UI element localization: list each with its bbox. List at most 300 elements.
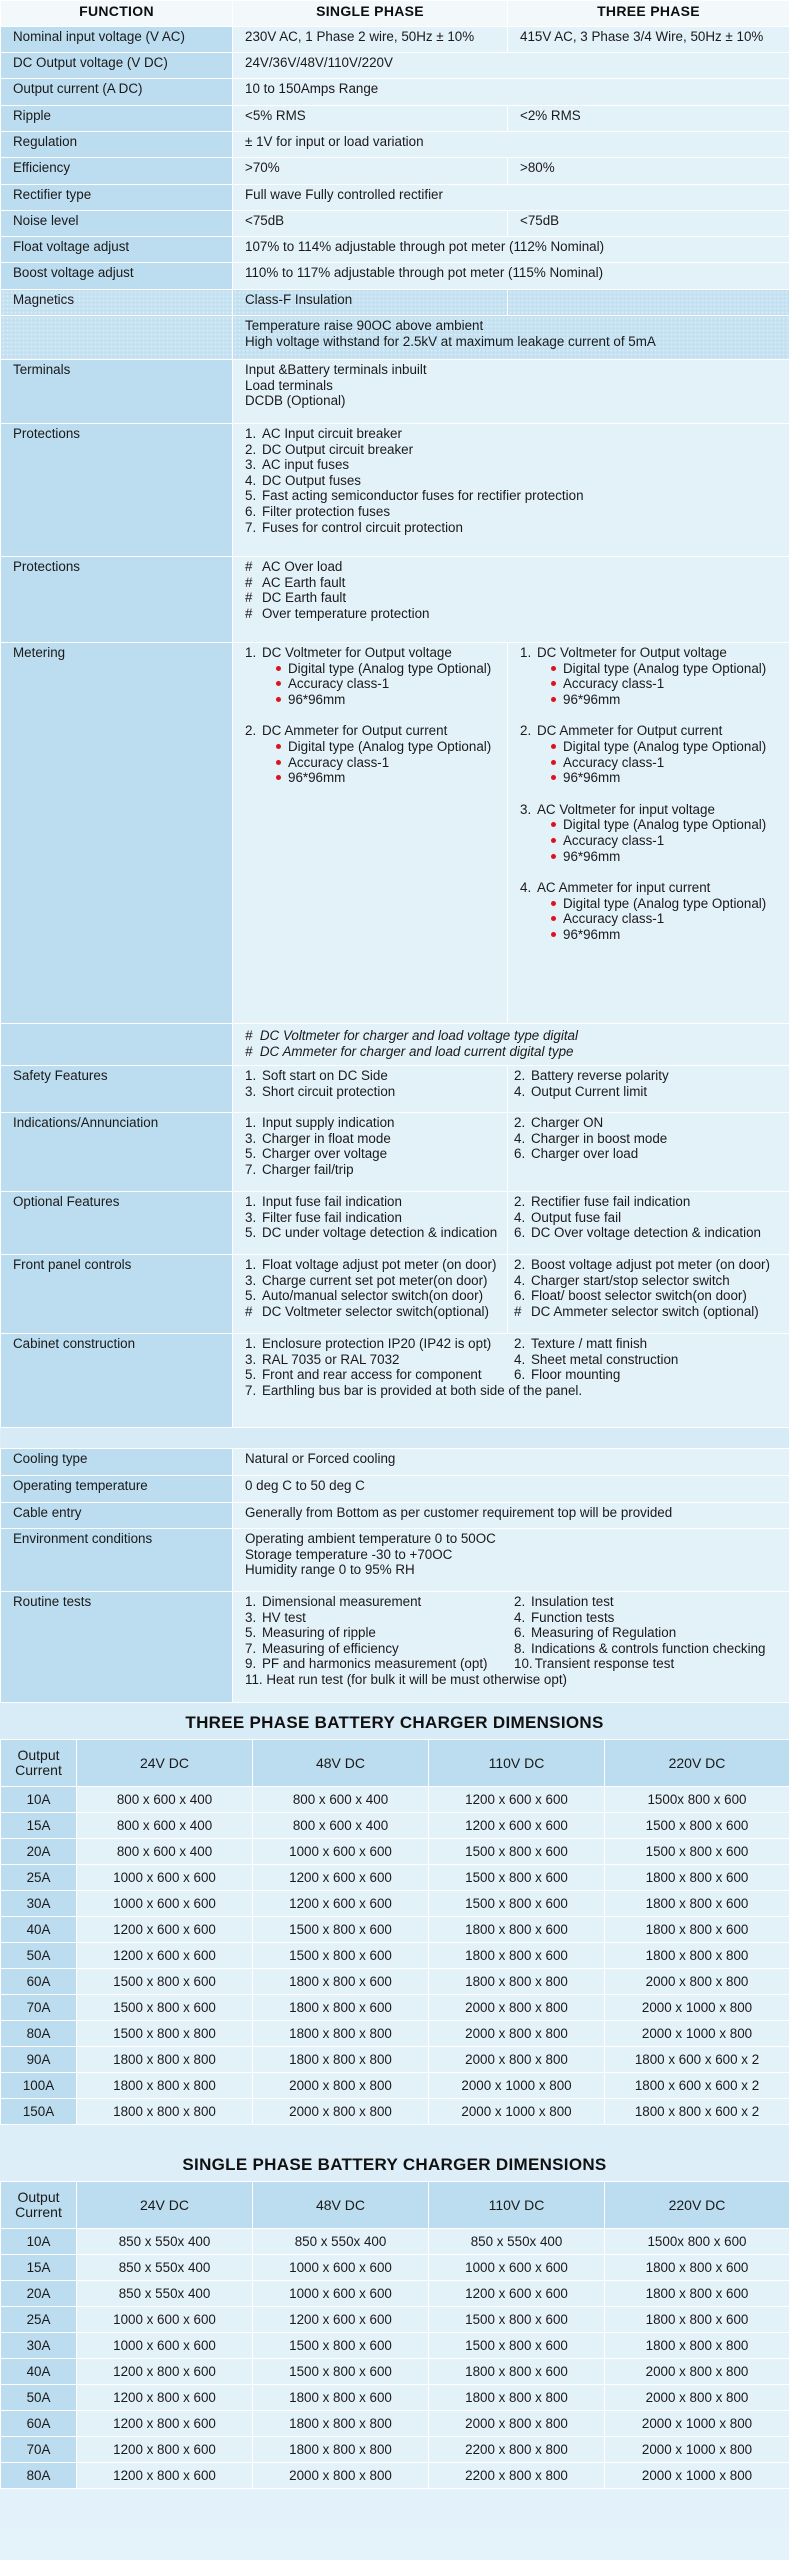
list-item: 8. Indications & controls function checking [514, 1640, 766, 1656]
list-item: # DC Voltmeter selector switch(optional) [245, 1303, 489, 1319]
label-metering-notes [1, 1024, 233, 1066]
list-item: 11. Heat run test (for bulk it will be must otherwise opt) [245, 1671, 568, 1687]
label-nominal-input: Nominal input voltage (V AC) [1, 27, 233, 53]
dimension-cell: 1500x 800 x 600 [605, 1787, 789, 1813]
table-row [1, 1865, 789, 1891]
label-cabinet: Cabinet construction [1, 1334, 233, 1428]
label-optional: Optional Features [1, 1192, 233, 1255]
dimension-cell: 1500 x 800 x 600 [429, 1865, 605, 1891]
row-current-cell: 25A [1, 2307, 77, 2333]
row-indications [1, 1113, 789, 1192]
table-row [1, 2073, 789, 2099]
list-item: 2. DC Output circuit breaker [245, 441, 414, 457]
dimension-cell: 1000 x 600 x 600 [253, 2255, 429, 2281]
dimension-cell: 2000 x 800 x 800 [605, 2385, 789, 2411]
table-row [1, 2047, 789, 2073]
meter-group [520, 802, 783, 864]
bullet-item: Digital type (Analog type Optional) [275, 661, 501, 677]
routine-right [514, 1594, 783, 1672]
header-48v: 48V DC [253, 1740, 429, 1787]
list-item: 6. DC Over voltage detection & indication [514, 1225, 761, 1241]
dimension-cell: 2000 x 800 x 800 [253, 2463, 429, 2489]
meter-group [245, 723, 501, 785]
list-item: 2. Charger ON [514, 1115, 604, 1130]
header-single-phase: SINGLE PHASE [233, 1, 508, 27]
row-optional [1, 1192, 789, 1255]
label-output-current: Output current (A DC) [1, 79, 233, 106]
label-boost-voltage: Boost voltage adjust [1, 263, 233, 290]
row-magnetics [1, 290, 789, 316]
header-output-current: Output Current [1, 1740, 77, 1787]
value-boost-voltage: 110% to 117% adjustable through pot meter (115% Nominal) [233, 263, 789, 290]
routine-columns [245, 1594, 783, 1672]
label-magnetics: Magnetics [1, 290, 233, 316]
table-row [1, 2255, 789, 2281]
dimension-cell: 1500 x 800 x 600 [253, 2359, 429, 2385]
dimension-cell: 2200 x 800 x 800 [429, 2463, 605, 2489]
dimension-cell: 1800 x 800 x 800 [77, 2047, 253, 2073]
dimension-cell: 1500 x 800 x 600 [429, 1839, 605, 1865]
label-routine-tests: Routine tests [1, 1592, 233, 1703]
dimension-cell: 1800 x 800 x 600 [605, 2307, 789, 2333]
row-output-current [1, 79, 789, 106]
dimension-cell: 1000 x 600 x 600 [77, 1891, 253, 1917]
dimension-cell: 1800 x 800 x 600 [605, 1891, 789, 1917]
dimension-cell: 2000 x 800 x 800 [605, 2359, 789, 2385]
dimension-cell: 1500x 800 x 600 [605, 2229, 789, 2255]
row-environment [1, 1529, 789, 1592]
header-24v: 24V DC [77, 1740, 253, 1787]
row-metering [1, 643, 789, 1024]
value-cabinet [233, 1334, 789, 1428]
label-cable-entry: Cable entry [1, 1503, 233, 1529]
cabinet-left [245, 1336, 514, 1383]
list-item: 5. DC under voltage detection & indication [245, 1225, 498, 1241]
value-magnetics-extra [233, 316, 789, 360]
table-row [1, 2437, 789, 2463]
dimension-cell: 2000 x 800 x 800 [253, 2099, 429, 2125]
single-phase-dimensions-table [0, 2181, 789, 2489]
row-current-cell: 30A [1, 1891, 77, 1917]
label-safety: Safety Features [1, 1066, 233, 1113]
list-item: # DC Earth fault [245, 590, 347, 606]
value-cooling: Natural or Forced cooling [233, 1449, 789, 1476]
terminal-line: Input &Battery terminals inbuilt [245, 362, 427, 377]
dimension-cell: 1500 x 800 x 600 [253, 1943, 429, 1969]
row-ripple [1, 106, 789, 132]
row-rectifier [1, 185, 789, 211]
list-item: 1. Float voltage adjust pot meter (on door) [245, 1257, 497, 1272]
dimension-cell: 2000 x 1000 x 800 [605, 2411, 789, 2437]
list-item: 1. Dimensional measurement [245, 1594, 422, 1609]
row-float-voltage [1, 237, 789, 263]
table-row [1, 2021, 789, 2047]
spec-header-row [1, 1, 789, 27]
label-noise: Noise level [1, 211, 233, 237]
bullet-item: Accuracy class-1 [550, 755, 783, 771]
row-front-panel [1, 1255, 789, 1334]
dimension-cell: 1800 x 800 x 600 [253, 1995, 429, 2021]
list-item: 7. Measuring of efficiency [245, 1640, 399, 1656]
dimension-cell: 1500 x 800 x 600 [429, 1891, 605, 1917]
row-current-cell: 60A [1, 1969, 77, 1995]
list-item: # Over temperature protection [245, 605, 430, 621]
dimension-cell: 800 x 600 x 400 [77, 1813, 253, 1839]
dimension-cell: 2000 x 1000 x 800 [429, 2099, 605, 2125]
row-noise [1, 211, 789, 237]
list-item: 3. Charge current set pot meter(on door) [245, 1272, 488, 1288]
label-magnetics-extra [1, 316, 233, 360]
dim-header-row [1, 1740, 789, 1787]
list-item: 4. Output Current limit [514, 1083, 648, 1099]
meter-group [520, 880, 783, 942]
list-item: 2. Rectifier fuse fail indication [514, 1194, 691, 1209]
dimension-cell: 1500 x 800 x 600 [253, 1917, 429, 1943]
list-item: 4. Sheet metal construction [514, 1351, 679, 1367]
bullet-item: Accuracy class-1 [275, 755, 501, 771]
value-protections-2 [233, 557, 789, 643]
row-current-cell: 50A [1, 1943, 77, 1969]
row-cabinet [1, 1334, 789, 1428]
list-item: 3. AC Voltmeter for input voltage [520, 801, 715, 817]
dimension-cell: 1200 x 600 x 600 [77, 1917, 253, 1943]
terminal-line: DCDB (Optional) [245, 393, 346, 409]
value-ripple-three: <2% RMS [508, 106, 789, 132]
section-spacer [0, 2125, 789, 2145]
list-item: 1. AC Input circuit breaker [245, 426, 402, 441]
dimension-cell: 1500 x 800 x 600 [77, 1969, 253, 1995]
value-optional-left [233, 1192, 508, 1255]
list-item: 3. RAL 7035 or RAL 7032 [245, 1351, 400, 1367]
value-noise-three: <75dB [508, 211, 789, 237]
value-efficiency-three: >80% [508, 158, 789, 185]
value-protections-1 [233, 424, 789, 557]
table-row [1, 2229, 789, 2255]
row-current-cell: 20A [1, 1839, 77, 1865]
row-operating-temp [1, 1476, 789, 1503]
row-current-cell: 10A [1, 1787, 77, 1813]
list-item: # DC Ammeter selector switch (optional) [514, 1303, 759, 1319]
table-row [1, 1813, 789, 1839]
row-current-cell: 30A [1, 2333, 77, 2359]
value-optional-right [508, 1192, 789, 1255]
three-phase-dimensions-title: THREE PHASE BATTERY CHARGER DIMENSIONS [185, 1713, 604, 1732]
dimension-cell: 1200 x 800 x 600 [77, 2385, 253, 2411]
label-operating-temp: Operating temperature [1, 1476, 233, 1503]
dimension-cell: 1800 x 800 x 600 [605, 2255, 789, 2281]
dimension-cell: 1800 x 800 x 800 [429, 1969, 605, 1995]
list-item: 2. DC Ammeter for Output current [245, 723, 448, 739]
bullet-item: Digital type (Analog type Optional) [550, 739, 783, 755]
value-float-voltage: 107% to 114% adjustable through pot meter (112% Nominal) [233, 237, 789, 263]
environment-line: Humidity range 0 to 95% RH [245, 1562, 415, 1578]
dimension-cell: 1800 x 800 x 800 [253, 2411, 429, 2437]
label-terminals: Terminals [1, 360, 233, 424]
list-item: 6. Floor mounting [514, 1367, 621, 1383]
header-110v: 110V DC [429, 1740, 605, 1787]
list-item: 4. Charger start/stop selector switch [514, 1272, 730, 1288]
row-current-cell: 80A [1, 2021, 77, 2047]
dimension-cell: 850 x 550x 400 [77, 2229, 253, 2255]
dimension-cell: 850 x 550x 400 [77, 2255, 253, 2281]
metering-note: # DC Ammeter for charger and load current digital type [245, 1043, 574, 1059]
dimension-cell: 1800 x 800 x 600 [429, 1917, 605, 1943]
list-item: 4. Function tests [514, 1609, 615, 1625]
value-indications-left [233, 1113, 508, 1192]
dimension-cell: 2000 x 800 x 800 [429, 2021, 605, 2047]
dimension-cell: 1800 x 800 x 800 [429, 2385, 605, 2411]
dimension-cell: 1200 x 800 x 600 [77, 2463, 253, 2489]
bullet-item: Accuracy class-1 [550, 676, 783, 692]
dimension-cell: 1800 x 800 x 800 [605, 1943, 789, 1969]
dimension-cell: 1800 x 800 x 600 [429, 2359, 605, 2385]
bullet-item: Digital type (Analog type Optional) [550, 896, 783, 912]
dimension-cell: 1500 x 800 x 800 [77, 2021, 253, 2047]
label-float-voltage: Float voltage adjust [1, 237, 233, 263]
list-item: 2. Battery reverse polarity [514, 1068, 669, 1083]
list-item: 10. Transient response test [514, 1656, 675, 1672]
list-item: 2. Insulation test [514, 1594, 614, 1609]
list-item: 7. Charger fail/trip [245, 1161, 354, 1177]
label-rectifier: Rectifier type [1, 185, 233, 211]
routine-left [245, 1594, 514, 1672]
value-magnetics: Class-F Insulation [233, 290, 508, 316]
list-item: 6. Measuring of Regulation [514, 1625, 677, 1641]
table-row [1, 1839, 789, 1865]
dimension-cell: 2000 x 1000 x 800 [605, 2021, 789, 2047]
table-row [1, 2281, 789, 2307]
value-regulation: ± 1V for input or load variation [233, 132, 789, 158]
dimension-cell: 1200 x 800 x 600 [77, 2359, 253, 2385]
label-protections-1: Protections [1, 424, 233, 557]
table-row [1, 1917, 789, 1943]
value-front-panel-right [508, 1255, 789, 1334]
list-item: 3. Filter fuse fail indication [245, 1209, 402, 1225]
dimension-cell: 1800 x 800 x 800 [253, 2437, 429, 2463]
dimension-cell: 2000 x 800 x 800 [253, 2073, 429, 2099]
dimension-cell: 1500 x 800 x 600 [77, 1995, 253, 2021]
row-metering-notes [1, 1024, 789, 1066]
dimension-cell: 1200 x 800 x 600 [77, 2411, 253, 2437]
row-spacer [1, 1428, 789, 1449]
table-row [1, 2307, 789, 2333]
list-item: 1. DC Voltmeter for Output voltage [520, 645, 727, 660]
list-item: 1. Enclosure protection IP20 (IP42 is opt) [245, 1336, 492, 1351]
row-cooling [1, 1449, 789, 1476]
bullet-item: Accuracy class-1 [550, 833, 783, 849]
list-item: 3. HV test [245, 1609, 306, 1625]
header-function: FUNCTION [1, 1, 233, 27]
dimension-cell: 1000 x 600 x 600 [253, 1839, 429, 1865]
list-item: 9. PF and harmonics measurement (opt) [245, 1656, 488, 1672]
table-row [1, 2333, 789, 2359]
row-efficiency [1, 158, 789, 185]
list-item: 6. Float/ boost selector switch(on door) [514, 1288, 747, 1304]
dimension-cell: 1200 x 600 x 600 [429, 2281, 605, 2307]
protections-list-2 [245, 559, 783, 621]
dimension-cell: 1800 x 800 x 800 [253, 2021, 429, 2047]
row-terminals [1, 360, 789, 424]
value-front-panel-left [233, 1255, 508, 1334]
label-metering: Metering [1, 643, 233, 1024]
row-regulation [1, 132, 789, 158]
value-metering-three [508, 643, 789, 1024]
dimension-cell: 1200 x 600 x 600 [253, 1865, 429, 1891]
list-item: 3. Short circuit protection [245, 1083, 396, 1099]
dimension-cell: 800 x 600 x 400 [77, 1839, 253, 1865]
row-current-cell: 50A [1, 2385, 77, 2411]
value-efficiency-single: >70% [233, 158, 508, 185]
table-row [1, 2359, 789, 2385]
row-dc-output-voltage [1, 53, 789, 79]
dimension-cell: 1500 x 800 x 600 [605, 1839, 789, 1865]
meter-group [520, 645, 783, 707]
dimension-cell: 1000 x 600 x 600 [77, 1865, 253, 1891]
row-current-cell: 20A [1, 2281, 77, 2307]
table-row [1, 1969, 789, 1995]
dimension-cell: 1800 x 800 x 800 [77, 2073, 253, 2099]
environment-line: Storage temperature -30 to +70OC [245, 1546, 453, 1562]
value-terminals [233, 360, 789, 424]
dimension-cell: 1200 x 600 x 600 [253, 1891, 429, 1917]
header-110v: 110V DC [429, 2182, 605, 2229]
row-boost-voltage [1, 263, 789, 290]
cabinet-columns [245, 1336, 783, 1383]
dimension-cell: 1800 x 600 x 600 x 2 [605, 2047, 789, 2073]
dimension-cell: 2000 x 800 x 800 [429, 2411, 605, 2437]
dimension-cell: 1800 x 800 x 600 [253, 2385, 429, 2411]
dimension-cell: 2000 x 1000 x 800 [605, 2437, 789, 2463]
meter-group [245, 645, 501, 707]
header-24v: 24V DC [77, 2182, 253, 2229]
dimension-cell: 1200 x 800 x 600 [77, 2437, 253, 2463]
dimension-cell: 1800 x 800 x 600 [605, 1865, 789, 1891]
list-item: 3. Charger in float mode [245, 1130, 391, 1146]
single-phase-dimensions-title: SINGLE PHASE BATTERY CHARGER DIMENSIONS [182, 2155, 607, 2174]
row-routine-tests [1, 1592, 789, 1703]
magnetics-temperature: Temperature raise 90OC above ambient [245, 318, 484, 333]
metering-note: # DC Voltmeter for charger and load voltage type digital [245, 1028, 578, 1043]
dimension-cell: 1500 x 800 x 600 [605, 1813, 789, 1839]
value-safety-right [508, 1066, 789, 1113]
table-row [1, 1995, 789, 2021]
row-current-cell: 10A [1, 2229, 77, 2255]
list-item: 6. Filter protection fuses [245, 503, 391, 519]
list-item: 5. Front and rear access for component [245, 1367, 482, 1383]
label-cooling: Cooling type [1, 1449, 233, 1476]
list-item: 4. Output fuse fail [514, 1209, 622, 1225]
dimension-cell: 2200 x 800 x 800 [429, 2437, 605, 2463]
dimension-cell: 1800 x 800 x 600 [605, 2281, 789, 2307]
dimension-cell: 1800 x 800 x 600 x 2 [605, 2099, 789, 2125]
list-item: 2. Texture / matt finish [514, 1336, 648, 1351]
list-item: 1. Input supply indication [245, 1115, 395, 1130]
dimension-cell: 1800 x 800 x 800 [253, 2047, 429, 2073]
list-item: 4. DC Output fuses [245, 472, 361, 488]
table-row [1, 2099, 789, 2125]
row-current-cell: 70A [1, 1995, 77, 2021]
list-item: 2. DC Ammeter for Output current [520, 723, 723, 739]
dimension-cell: 800 x 600 x 400 [253, 1813, 429, 1839]
list-item: 5. Auto/manual selector switch(on door) [245, 1288, 484, 1304]
row-current-cell: 40A [1, 1917, 77, 1943]
value-cable-entry: Generally from Bottom as per customer requirement top will be provided [233, 1503, 789, 1529]
bullet-item: Accuracy class-1 [550, 911, 783, 927]
bullet-item: Digital type (Analog type Optional) [550, 661, 783, 677]
environment-line: Operating ambient temperature 0 to 50OC [245, 1531, 496, 1546]
dimension-cell: 1500 x 800 x 600 [429, 2307, 605, 2333]
table-row [1, 2385, 789, 2411]
value-output-current: 10 to 150Amps Range [233, 79, 789, 106]
bullet-item: 96*96mm [275, 770, 501, 786]
dimension-cell: 1800 x 600 x 600 x 2 [605, 2073, 789, 2099]
bullet-item: 96*96mm [550, 927, 783, 943]
dimension-cell: 2000 x 800 x 800 [429, 2047, 605, 2073]
value-noise-single: <75dB [233, 211, 508, 237]
dimension-cell: 850 x 550x 400 [77, 2281, 253, 2307]
list-item: 1. DC Voltmeter for Output voltage [245, 645, 452, 660]
bullet-item: 96*96mm [275, 692, 501, 708]
row-current-cell: 100A [1, 2073, 77, 2099]
row-magnetics-extra [1, 316, 789, 360]
value-metering-notes [233, 1024, 789, 1066]
dimension-cell: 1000 x 600 x 600 [253, 2281, 429, 2307]
list-item: 1. Soft start on DC Side [245, 1068, 388, 1083]
dimension-cell: 1200 x 600 x 600 [77, 1943, 253, 1969]
bullet-item: 96*96mm [550, 849, 783, 865]
terminal-line: Load terminals [245, 377, 333, 393]
dimension-cell: 1200 x 600 x 600 [429, 1813, 605, 1839]
header-220v: 220V DC [605, 2182, 789, 2229]
value-rectifier: Full wave Fully controlled rectifier [233, 185, 789, 211]
bullet-item: Accuracy class-1 [275, 676, 501, 692]
bullet-item: Digital type (Analog type Optional) [550, 817, 783, 833]
label-protections-2: Protections [1, 557, 233, 643]
bullet-item: 96*96mm [550, 770, 783, 786]
row-current-cell: 80A [1, 2463, 77, 2489]
header-three-phase: THREE PHASE [508, 1, 789, 27]
dimension-cell: 1200 x 600 x 600 [429, 1787, 605, 1813]
label-regulation: Regulation [1, 132, 233, 158]
dimension-cell: 1500 x 800 x 600 [429, 2333, 605, 2359]
dimension-cell: 1000 x 600 x 600 [77, 2333, 253, 2359]
row-nominal-input [1, 27, 789, 53]
table-row [1, 2463, 789, 2489]
list-item: 7. Fuses for control circuit protection [245, 519, 463, 535]
dim-header-row [1, 2182, 789, 2229]
dimension-cell: 1500 x 800 x 600 [253, 2333, 429, 2359]
dimension-cell: 2000 x 1000 x 800 [605, 2463, 789, 2489]
dimension-cell: 2000 x 1000 x 800 [429, 2073, 605, 2099]
label-dc-output-voltage: DC Output voltage (V DC) [1, 53, 233, 79]
dimension-cell: 1800 x 800 x 600 [253, 1969, 429, 1995]
value-environment [233, 1529, 789, 1592]
dimension-cell: 1800 x 800 x 800 [605, 2333, 789, 2359]
value-ripple-single: <5% RMS [233, 106, 508, 132]
dimension-cell: 850 x 550x 400 [429, 2229, 605, 2255]
list-item: 5. Fast acting semiconductor fuses for rectifier protection [245, 488, 584, 504]
value-nominal-input-three: 415V AC, 3 Phase 3/4 Wire, 50Hz ± 10% [508, 27, 789, 53]
value-dc-output-voltage: 24V/36V/48V/110V/220V [233, 53, 789, 79]
row-current-cell: 15A [1, 2255, 77, 2281]
list-item: 6. Charger over load [514, 1146, 639, 1162]
spacer-cell [1, 1428, 789, 1449]
meter-group [520, 723, 783, 785]
list-item: 4. AC Ammeter for input current [520, 880, 711, 896]
list-item: 7. Earthling bus bar is provided at both side of the panel. [245, 1382, 583, 1398]
dimension-cell: 800 x 600 x 400 [77, 1787, 253, 1813]
list-item: 1. Input fuse fail indication [245, 1194, 402, 1209]
